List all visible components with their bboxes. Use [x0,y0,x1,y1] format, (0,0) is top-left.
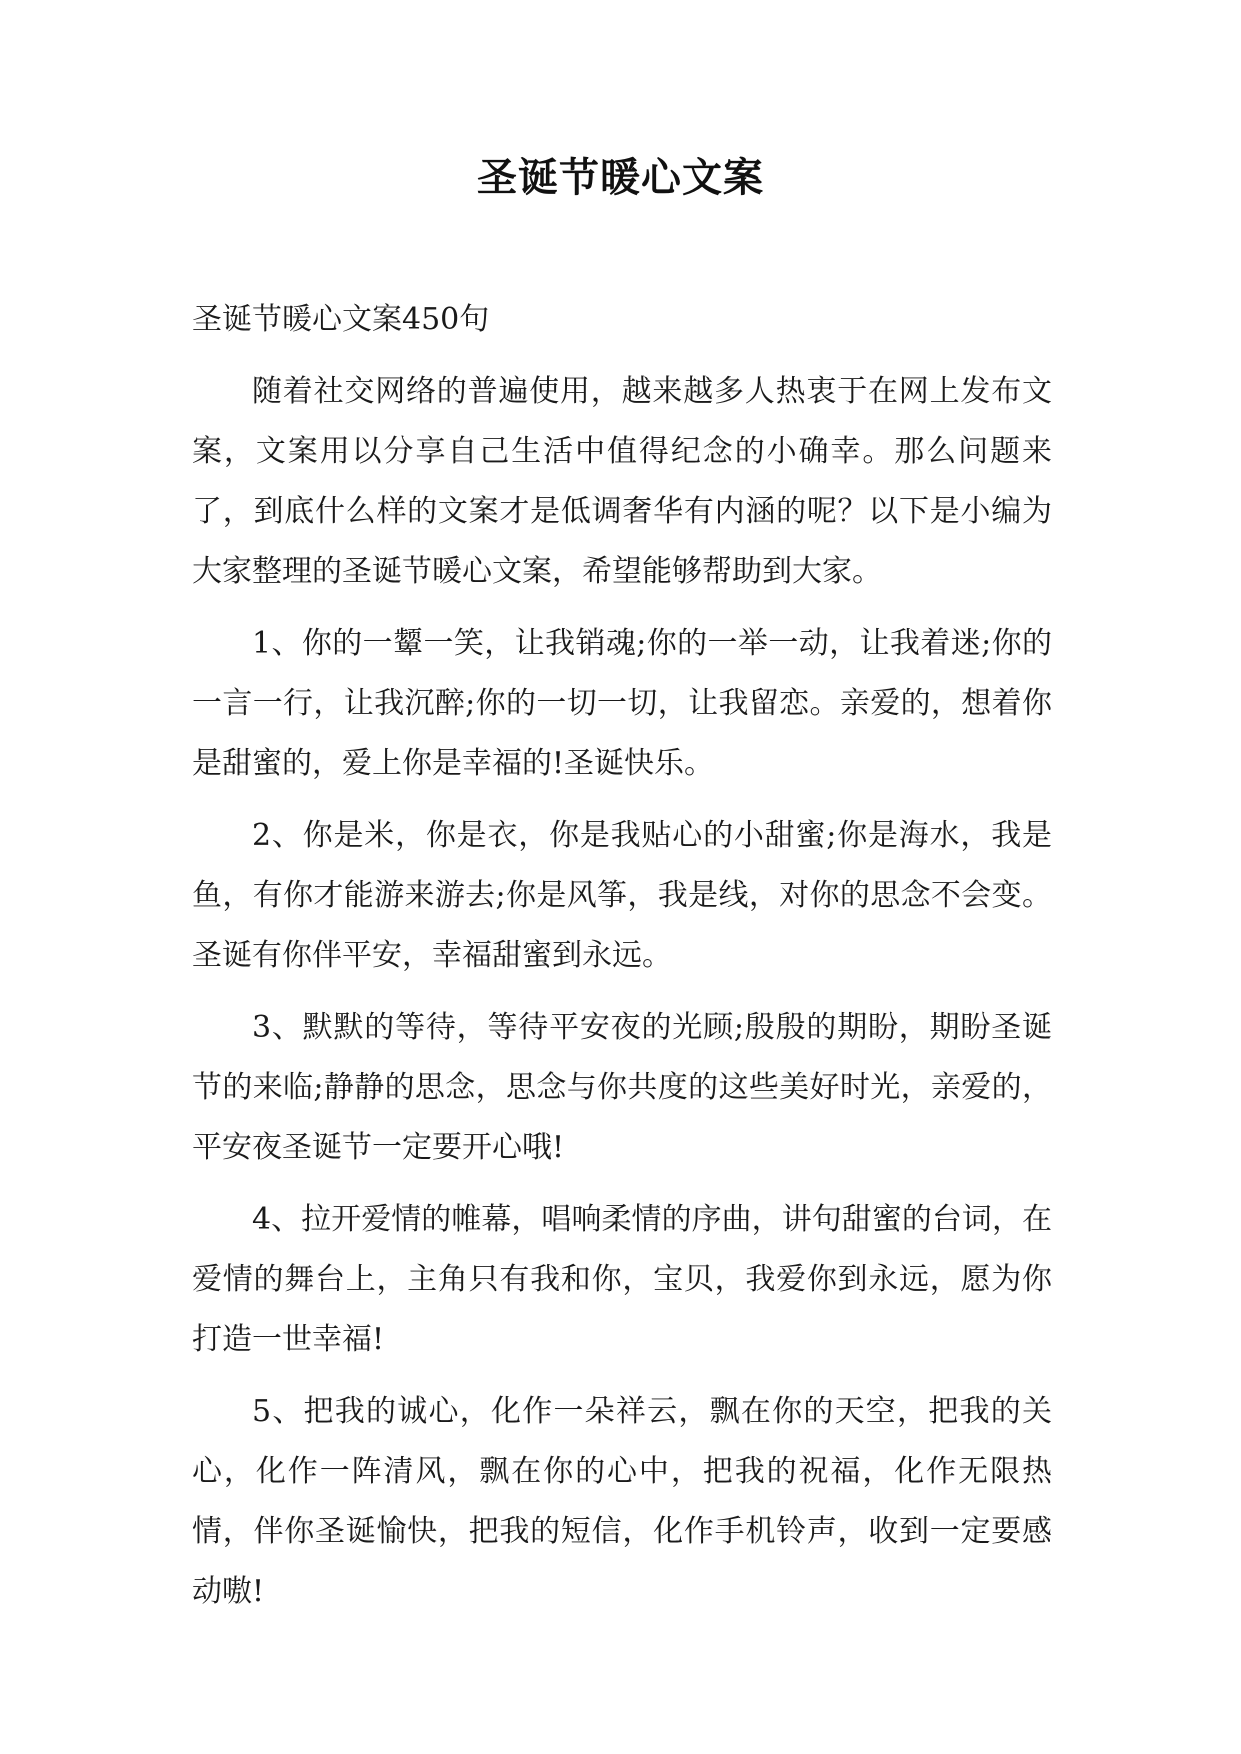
document-body [192,290,1052,1634]
document-subtitle: 圣诞节暖心文案450句 [192,302,490,337]
paragraph-4: 4、拉开爱情的帷幕，唱响柔情的序曲，讲句甜蜜的台词，在爱情的舞台上，主角只有我和你，宝贝，我爱你到永远，愿为你打造一世幸福! [192,1202,1052,1357]
paragraph-1: 1、你的一颦一笑，让我销魂;你的一举一动，让我着迷;你的一言一行，让我沉醉;你的一切一切，让我留恋。亲爱的，想着你是甜蜜的，爱上你是幸福的!圣诞快乐。 [192,626,1052,781]
paragraph-3: 3、默默的等待，等待平安夜的光顾;殷殷的期盼，期盼圣诞节的来临;静静的思念，思念与你共度的这些美好时光，亲爱的，平安夜圣诞节一定要开心哦! [192,1010,1052,1165]
intro-paragraph: 随着社交网络的普遍使用，越来越多人热衷于在网上发布文案，文案用以分享自己生活中值得纪念的小确幸。那么问题来了，到底什么样的文案才是低调奢华有内涵的呢？以下是小编为大家整理的圣诞节暖心文案，希望能够帮助到大家。 [192,374,1052,589]
paragraph-5: 5、把我的诚心，化作一朵祥云，飘在你的天空，把我的关心，化作一阵清风，飘在你的心中，把我的祝福，化作无限热情，伴你圣诞愉快，把我的短信，化作手机铃声，收到一定要感动嗷! [192,1394,1052,1609]
paragraph-2: 2、你是米，你是衣，你是我贴心的小甜蜜;你是海水，我是鱼，有你才能游来游去;你是风筝，我是线，对你的思念不会变。圣诞有你伴平安，幸福甜蜜到永远。 [192,818,1052,973]
document-title: 圣诞节暖心文案 [477,155,764,201]
